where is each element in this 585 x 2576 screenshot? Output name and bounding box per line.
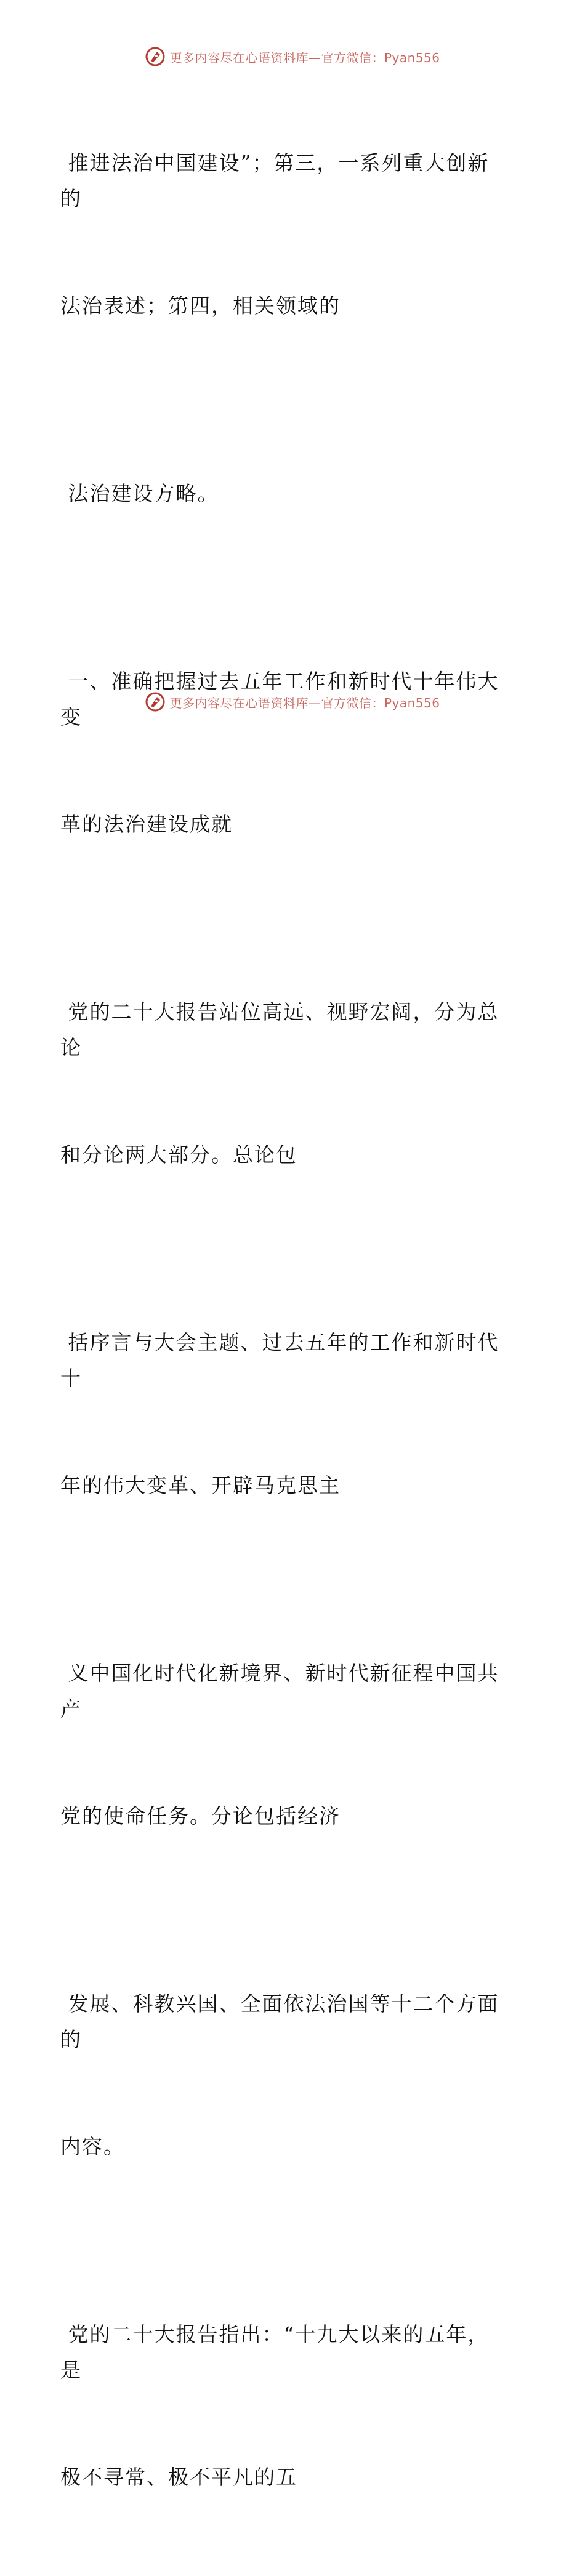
paragraph-8 <box>60 2245 510 2567</box>
section-heading <box>60 592 510 914</box>
paragraph-line: 法治表述；第四，相关领域的 <box>60 294 341 318</box>
header-watermark <box>0 44 585 69</box>
paragraph-line: 内容。 <box>60 2135 125 2159</box>
paragraph-line: 党的二十大报告指出：“十九大以来的五年，是 <box>60 2322 490 2382</box>
paragraph-line: 发展、科教兴国、全面依法治国等十二个方面的 <box>60 1992 499 2051</box>
pen-nib-logo-icon <box>145 46 166 67</box>
paragraph-line: 义中国化时代化新境界、新时代新征程中国共产 <box>60 1661 499 1721</box>
paragraph-line: 极不寻常、极不平凡的五 <box>60 2465 297 2489</box>
watermark-text: 更多内容尽在心语资料库—官方微信：Pyan556 <box>169 50 440 65</box>
paragraph-line: 一、准确把握过去五年工作和新时代十年伟大变 <box>60 669 499 729</box>
paragraph-line: 法治建设方略。 <box>60 481 219 505</box>
paragraph-line: 年的伟大变革、开辟马克思主 <box>60 1473 341 1497</box>
paragraph-line: 党的使命任务。分论包括经济 <box>60 1804 341 1828</box>
document-body <box>60 74 510 2576</box>
paragraph-line: 括序言与大会主题、过去五年的工作和新时代十 <box>60 1330 499 1390</box>
footer-watermark <box>0 690 585 714</box>
paragraph-1 <box>60 74 510 395</box>
paragraph-6 <box>60 1584 510 1906</box>
paragraph-7 <box>60 1915 510 2236</box>
paragraph-5 <box>60 1254 510 1575</box>
paragraph-2 <box>60 405 510 583</box>
paragraph-4 <box>60 923 510 1244</box>
watermark-text: 更多内容尽在心语资料库—官方微信：Pyan556 <box>169 695 440 710</box>
paragraph-line: 推进法治中国建设”；第三，一系列重大创新的 <box>60 151 490 211</box>
pen-nib-logo-icon <box>145 691 166 712</box>
paragraph-line: 和分论两大部分。总论包 <box>60 1143 297 1167</box>
paragraph-line: 革的法治建设成就 <box>60 812 233 836</box>
paragraph-line: 党的二十大报告站位高远、视野宏阔，分为总论 <box>60 1000 499 1060</box>
